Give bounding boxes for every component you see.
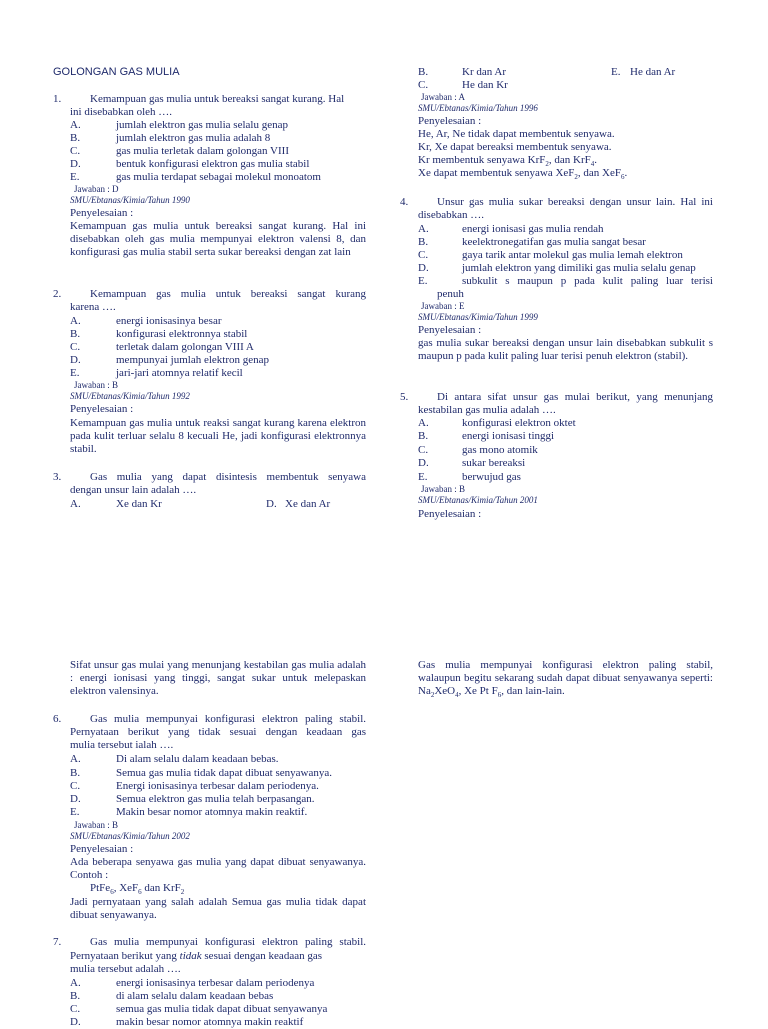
q3-source: SMU/Ebtanas/Kimia/Tahun 1996 [418, 103, 538, 113]
q6-number: 6. [53, 713, 62, 725]
q4-source: SMU/Ebtanas/Kimia/Tahun 1999 [418, 312, 538, 322]
q6-source: SMU/Ebtanas/Kimia/Tahun 2002 [70, 831, 190, 841]
q2-answer: Jawaban : B [74, 380, 118, 390]
q5-answer: Jawaban : B [421, 484, 465, 494]
noble-gas-compounds-note: Gas mulia mempunyai konfigurasi elektron paling stabil, walaupun begitu sekarang sudah dapat dibuat senyawanya seperti: $Na_2XeO_4$, Xe Pt $F_6$, dan lain-lain. [418, 659, 713, 700]
q2-stem-line1: Kemampuan gas mulia untuk bereaksi sangat kurang [90, 288, 366, 300]
q7-number: 7. [53, 936, 62, 948]
q4-number: 4. [400, 196, 409, 208]
q3-explanation-line3: Kr membentuk senyawa KrF$_2$, dan KrF$_4$. [418, 154, 597, 169]
q3-explanation-line1: He, Ar, Ne tidak dapat membentuk senyawa. [418, 128, 615, 140]
q3-solution-label: Penyelesaian : [418, 115, 482, 127]
q5-solution-label: Penyelesaian : [418, 508, 482, 520]
q3-explanation-line2: Kr, Xe dapat bereaksi membentuk senyawa. [418, 141, 612, 153]
q5-source: SMU/Ebtanas/Kimia/Tahun 2001 [418, 495, 538, 505]
q1-stem-line1: Kemampuan gas mulia untuk bereaksi sangat kurang. Hal [90, 93, 345, 105]
q6-stem-line2: Pernyataan berikut yang tidak sesuai dengan keadaan gas [70, 726, 366, 738]
q7-stem-line3: mulia tersebut adalah …. [70, 963, 181, 975]
q1-number: 1. [53, 93, 62, 105]
q2-stem-line2: karena …. [70, 301, 116, 313]
q3-answer: Jawaban : A [421, 92, 465, 102]
q6-stem-line3: mulia tersebut ialah …. [70, 739, 174, 751]
q3-explanation-line4: Xe dapat membentuk senyawa XeF$_2$, dan XeF$_6$. [418, 167, 628, 182]
q4-explanation: gas mulia sukar bereaksi dengan unsur lain disebabkan subkulit s maupun p pada kulit paling luar terisi penuh elektron (stabil). [418, 337, 713, 362]
q6-solution-label: Penyelesaian : [70, 843, 134, 855]
q7-stem-line1: Gas mulia mempunyai konfigurasi elektron paling stabil. [90, 936, 366, 948]
q6-answer: Jawaban : B [74, 820, 118, 830]
q6-stem-line1: Gas mulia mempunyai konfigurasi elektron paling stabil. [90, 713, 366, 725]
q4-stem-line1: Unsur gas mulia sukar bereaksi dengan unsur lain. Hal ini [437, 196, 713, 208]
q2-solution-label: Penyelesaian : [70, 403, 134, 415]
q4-option-e-continuation: penuh [437, 288, 464, 300]
q1-answer: Jawaban : D [74, 184, 119, 194]
q5-number: 5. [400, 391, 409, 403]
q1-explanation: Kemampuan gas mulia untuk bereaksi sangat kurang. Hal ini disebabkan oleh gas mulia mempunyai elektron valensi 8, dan konfigurasi gas mulia stabil serta sukar bereaksi dengan zat lain [70, 220, 366, 258]
q1-source: SMU/Ebtanas/Kimia/Tahun 1990 [70, 195, 190, 205]
q1-solution-label: Penyelesaian : [70, 207, 134, 219]
q5-explanation: Sifat unsur gas mulai yang menunjang kestabilan gas mulia adalah : energi ionisasi yang tinggi, sangat sukar untuk melepaskan elektron valensinya. [70, 659, 366, 697]
q1-stem-line2: ini disebabkan oleh …. [70, 106, 173, 118]
q3-stem-line1: Gas mulia yang dapat disintesis membentuk senyawa [90, 471, 366, 483]
q6-explanation-conclusion: Jadi pernyataan yang salah adalah Semua gas mulia tidak dapat dibuat senyawanya. [70, 896, 366, 921]
q4-solution-label: Penyelesaian : [418, 324, 482, 336]
q4-answer: Jawaban : E [421, 301, 465, 311]
q3-number: 3. [53, 471, 62, 483]
q6-explanation-compounds: PtFe$_6$, XeF$_6$ dan KrF$_2$ [90, 882, 185, 897]
q4-stem-line2: disebabkan …. [418, 209, 484, 221]
q2-explanation: Kemampuan gas mulia untuk reaksi sangat kurang karena elektron pada kulit terluar selalu 8 kecuali He, jadi konfigurasi elektronnya stabil. [70, 417, 366, 455]
q2-source: SMU/Ebtanas/Kimia/Tahun 1992 [70, 391, 190, 401]
q5-stem-line1: Di antara sifat unsur gas mulai berikut, yang menunjang [437, 391, 713, 403]
page-title: GOLONGAN GAS MULIA [53, 66, 180, 78]
q2-number: 2. [53, 288, 62, 300]
q7-stem-line2: Pernyataan berikut yang tidak sesuai dengan keadaan gas [70, 950, 322, 962]
q5-stem-line2: kestabilan gas mulia adalah …. [418, 404, 556, 416]
q3-stem-line2: dengan unsur lain adalah …. [70, 484, 197, 496]
q6-explanation-line1: Ada beberapa senyawa gas mulia yang dapat dibuat senyawanya. Contoh : [70, 856, 366, 881]
